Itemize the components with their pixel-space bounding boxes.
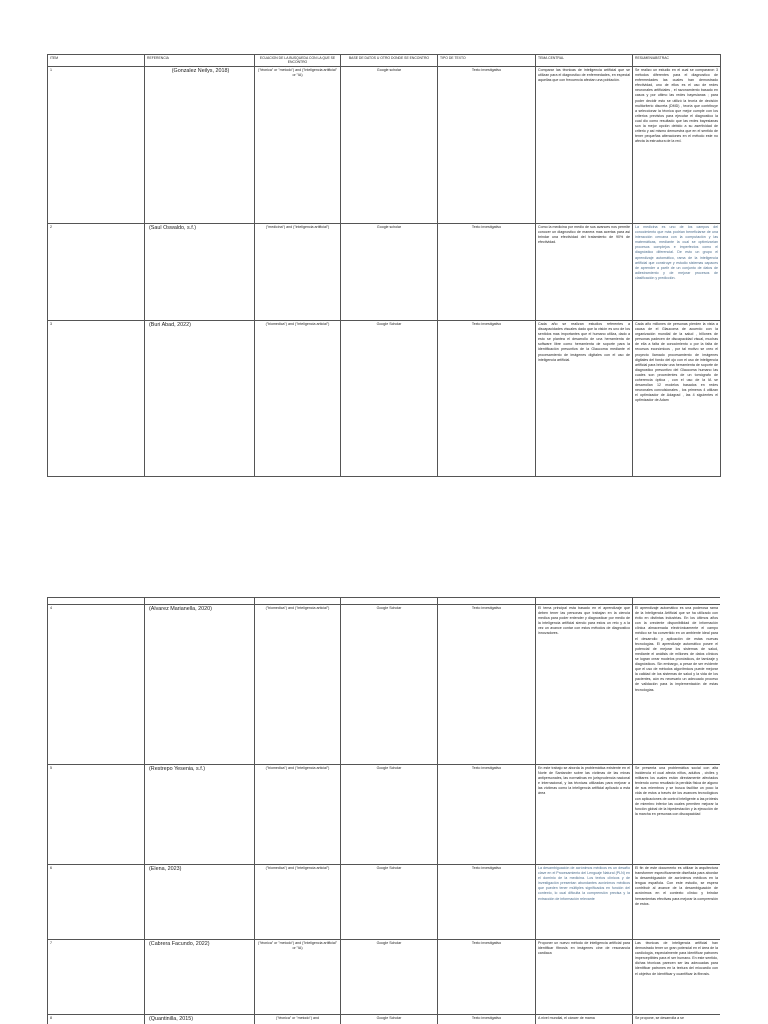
item-cell: 5 bbox=[48, 765, 145, 865]
database-cell: Google scholar bbox=[341, 224, 438, 321]
page-2 bbox=[47, 597, 720, 1024]
central-theme-cell: En este trabajo se aborda la problemática existente en el Norte de Santander sobre las víctimas de las minas antipersonales, las normativas en jurisprudencia nacional e internacional, y las técnicas utilizadas para mejorar a las víctimas como la inteligencia artificial aplicado a esta área bbox=[536, 765, 633, 865]
central-theme-cell: Como la medicina por medio de sus avances nos permite conocer un diagnostico de manera mas acertas para asi brindar una efectividad del tratamiento de 90% de efectividad. bbox=[536, 224, 633, 321]
header-referencia: REFERENCIA bbox=[145, 55, 255, 67]
equation-cell: ("biomedica") and ("inteligencia articial") bbox=[255, 605, 341, 765]
table-row bbox=[48, 67, 721, 224]
central-theme-cell: A nivel mundial, el cáncer de mama bbox=[536, 1015, 633, 1024]
equation-cell: ("medicina") and ("inteligencia artificial") bbox=[255, 224, 341, 321]
page-1 bbox=[47, 54, 720, 486]
reference-cell: (Quantinilla, 2015) bbox=[145, 1015, 255, 1024]
central-theme-cell: Comparar las técnicas de inteligencia artificial que se utilizan para el diagnostico de enfermedades, en especial aquellas que con frecuencia afectan una población. bbox=[536, 67, 633, 224]
summary-cell: El aprendizaje automático es una poderosa rama de la Inteligencia Artificial que se ha utilizado con éxito en distintas industrias. En los últimos años con la creciente disponibilidad de información clínica almacenada electrónicamente el campo médico se ha convertido en un ambiente ideal para el desarrollo y aplicación de estas nuevas tecnologías. El aprendizaje automático posee el potencial de mejorar los sistemas de salud, mediante el análisis de millones de datos clínicos se logran crear modelos pronósticos, de tamizaje y diagnósticos. Sin embargo, a pesar de ser evidente que el uso de métodos algorítmicos puede mejorar la calidad de los sistemas de salud y la vida de los pacientes, aún es necesario un adecuado proceso de validación para la implementación de estas tecnologías. bbox=[633, 605, 721, 765]
text-type-cell: Texto investigativo bbox=[438, 940, 536, 1015]
summary-cell: Cada año millones de personas pierden la vista a causa de el Glaucoma de acuerdo con la organización mundial de la salud , billones de personas padecen de discapacidad visual, muchas de ella a falta de conocimiento o por la falta de recursos económicos , por tal motivo se creo el proyecto llamado procesamiento de imágenes digitales del fondo del ojo con el uso de inteligencia artificial para brindar una herramienta de soporte de diagnostico presuntivo del Glaucoma humano las cuales son procedentes de un tomógrafo de coherencia óptica , con el uso de la IA se desarrollan 12 modelos basados en redes neuronales convulsionales , los primeros 4 utilizan el optimizador de Adagrad , las 4 siguientes el optimizador de Adam bbox=[633, 321, 721, 477]
item-cell: 6 bbox=[48, 865, 145, 940]
header-ecuacion: ECUACION DE LA BUSQUEDA CON LA QUE SE ENCONTRO bbox=[255, 55, 341, 67]
text-type-cell: Texto investigativo bbox=[438, 67, 536, 224]
reference-cell: (Saul Oswaldo, s.f.) bbox=[145, 224, 255, 321]
text-type-cell: Texto investigativo bbox=[438, 605, 536, 765]
database-cell: Google Scholar bbox=[341, 605, 438, 765]
reference-cell: (Elena, 2023) bbox=[145, 865, 255, 940]
central-theme-cell: La desambiguación de acrónimos médicos es un desafío clave en el Procesamiento del Lenguaje Natural (PLN) en el dominio de la medicina. Los textos clínicos y de investigación presentan abundantes acrónimos médicos que pueden tener múltiples significados en función del contexto, lo cual dificulta la comprensión precisa y la extracción de información relevante bbox=[536, 865, 633, 940]
text-type-cell: Texto investigativo bbox=[438, 865, 536, 940]
item-cell: 1 bbox=[48, 67, 145, 224]
equation-cell: ("técnica" or "metodo") and ("inteligencia artificial" or "IA) bbox=[255, 940, 341, 1015]
equation-cell: ("técnica" or "metodo") and bbox=[255, 1015, 341, 1024]
table-row bbox=[48, 765, 721, 865]
equation-cell: ("biomedica") and ("inteligencia articial") bbox=[255, 321, 341, 477]
equation-cell: ("biomedica") and ("inteligencia articial") bbox=[255, 765, 341, 865]
table-row bbox=[48, 224, 721, 321]
central-theme-cell: Proponer un nuevo método de inteligencia artificial para identificar fibrosis en imágenes cine de resonancia cardiaca bbox=[536, 940, 633, 1015]
database-cell: Google Scholar bbox=[341, 865, 438, 940]
summary-cell: La medicina es uno de los campos del conocimiento que más podrían beneficiarse de una interacción cercana con la computación y las matemáticas, mediante la cual se optimizarían procesos complejos e imperfectos como el diagnóstico diferencial. De esto un grupo el aprendizaje automático, rama de la inteligencia artificial que construye y estudio sistemas capaces de aprender a partir de un conjunto de datos de adiestramiento y de mejorar procesos de clasificación y predicción. bbox=[633, 224, 721, 321]
summary-cell: Se presenta una problemática social con alta incidencia el cual afecta niños, adultos , civiles y militares los cuales están directamente afectados teniendo como resultado la perdida física de alguno de sus miembros y se busca facilitar un poco la vida de estos a través de los avances tecnológicos con aplicaciones de control inteligente a las prótesis de miembro inferior las cuales permiten mejorar la función global de la bipedestación y la ejecución de la marcha en personas con discapacidad bbox=[633, 765, 721, 865]
item-cell: 3 bbox=[48, 321, 145, 477]
table-row bbox=[48, 865, 721, 940]
literature-table-page-1 bbox=[47, 54, 721, 477]
central-theme-cell: El tema principal esta basado en el aprendizaje que deben tener las personas que trabajan en la ciencia medica para poder entender y diagnosticar por medio de la inteligencia artificial siendo para estos un reto y a la vez un avance contar con estos métodos de diagnostico innovadores. bbox=[536, 605, 633, 765]
spacer-row bbox=[48, 598, 721, 605]
header-row bbox=[48, 55, 721, 67]
text-type-cell: Texto investigativo bbox=[438, 321, 536, 477]
table-row bbox=[48, 321, 721, 477]
item-cell: 7 bbox=[48, 940, 145, 1015]
header-item: ITEM bbox=[48, 55, 145, 67]
text-type-cell: Texto investigativo bbox=[438, 1015, 536, 1024]
database-cell: Google Scholar bbox=[341, 940, 438, 1015]
summary-cell: Se realizo un estudio en el cual se compararon 3 métodos diferentes para el diagnostico de enfermedades las cuales han demostrado efectividad, uno de ellos es el uso de redes neuronales artificiales , el razonamiento basado en casos y por ultimo las redes bayesianas ; para poder decidir esto se utilizó la teoría de decisión multicriterio discreta (DMD) , teoría que contribuye a seleccionar la técnica que mejor cumple con los criterios previstos para ejecutar el diagnostico la cual dio como resultado que las redes bayesianas son la mejor opción debido a su asertividad de criterio y así mismo demuestra que en el sentido de tener pequeñas alteraciones en el método este no afecta la estructura de la red. bbox=[633, 67, 721, 224]
literature-table-page-2 bbox=[47, 597, 720, 1024]
item-cell: 4 bbox=[48, 605, 145, 765]
text-type-cell: Texto investigativo bbox=[438, 224, 536, 321]
table-row bbox=[48, 940, 721, 1015]
table-row bbox=[48, 605, 721, 765]
header-resumen: RESUMEN/ABSTRAC bbox=[633, 55, 721, 67]
text-type-cell: Texto investigativo bbox=[438, 765, 536, 865]
central-theme-cell: Cada año se realizan estudios referentes a discapacidades visuales dado que la visión es uno de los sentidos mas importantes que el humano utiliza, dado a esto se plantea el desarrollo de una herramienta de software libre como herramienta de soporte para la identificación presuntiva de la Glaucoma mediante el procesamiento de imágenes digitales con el uso de inteligencia artificial. bbox=[536, 321, 633, 477]
database-cell: Google Scholar bbox=[341, 321, 438, 477]
header-tema-central: TEMA CENTRAL bbox=[536, 55, 633, 67]
table-row bbox=[48, 1015, 721, 1024]
item-cell: 8 bbox=[48, 1015, 145, 1024]
database-cell: Google Scholar bbox=[341, 1015, 438, 1024]
reference-cell: (Buri Abad, 2022) bbox=[145, 321, 255, 477]
item-cell: 2 bbox=[48, 224, 145, 321]
database-cell: Google Scholar bbox=[341, 765, 438, 865]
reference-cell: (Cabrera Facundo, 2022) bbox=[145, 940, 255, 1015]
database-cell: Google scholar bbox=[341, 67, 438, 224]
summary-cell: El fin de este documento es utilizar la arquitectura transformer específicamente diseñada para abordar la desambiguación de acrónimos médicos en la lengua española. Con este estudio, se espera contribuir al avance de la desambiguación de acrónimos en el contexto clínico y brindar herramientas efectivas para mejorar la comprensión de estos. bbox=[633, 865, 721, 940]
equation-cell: ("técnica" or "metodo") and ("inteligencia artificial" or "IA) bbox=[255, 67, 341, 224]
reference-cell: (Gonzalez Neilys, 2018) bbox=[145, 67, 255, 224]
reference-cell: (Restrepo Yesenia, s.f.) bbox=[145, 765, 255, 865]
header-base-de-datos: BASE DE DATOS U OTRO DONDE SE ENCONTRO bbox=[341, 55, 438, 67]
equation-cell: ("biomedica") and ("inteligencia articial") bbox=[255, 865, 341, 940]
summary-cell: Las técnicas de inteligencia artificial han demostrado tener un gran potencial en el área de la cardiología, especialmente para identificar patrones imperceptibles para el ser humano. En este sentido, dichas técnicas parecen ser las adecuadas para identificar patrones en la textura del miocardio con el objetivo de identificar y cuantificar la fibrosis. bbox=[633, 940, 721, 1015]
header-tipo-de-texto: TIPO DE TEXTO bbox=[438, 55, 536, 67]
reference-cell: (Alvarez Marianella, 2020) bbox=[145, 605, 255, 765]
summary-cell: Se propone, se desarrolla a se bbox=[633, 1015, 721, 1024]
